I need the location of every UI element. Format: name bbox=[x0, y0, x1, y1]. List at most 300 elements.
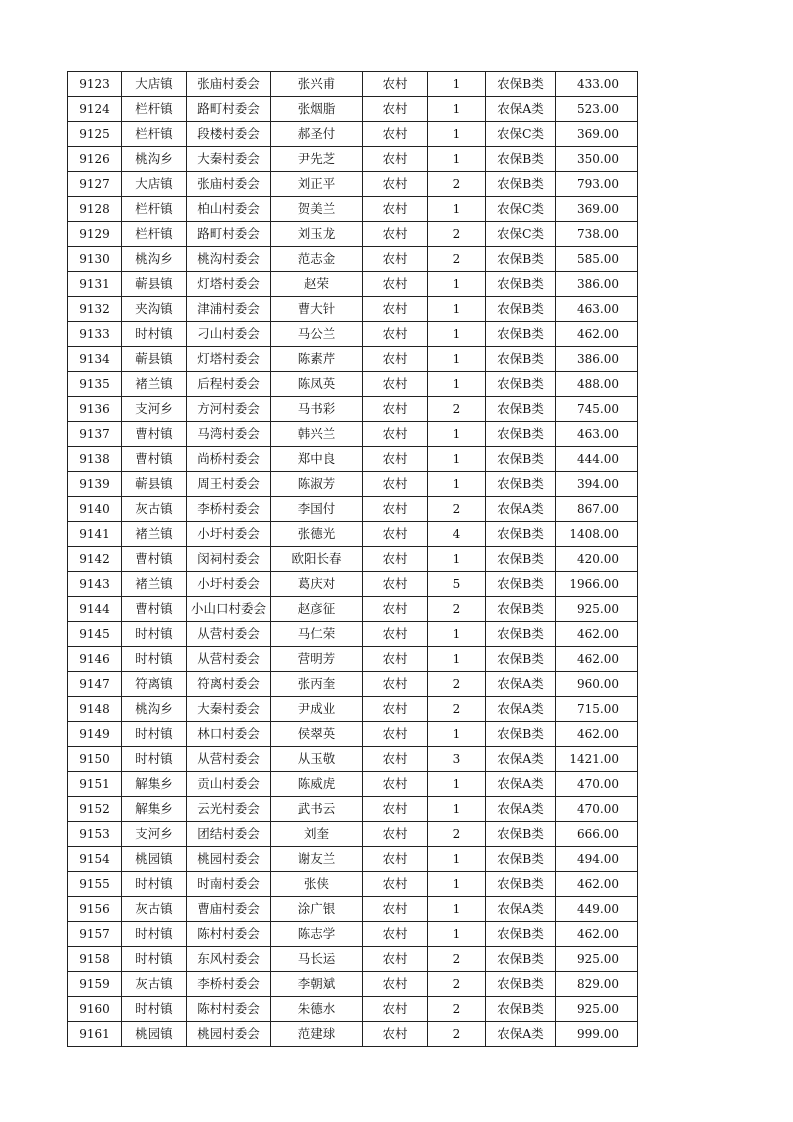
cell-area-type: 农村 bbox=[363, 322, 428, 347]
cell-record-id: 9134 bbox=[68, 347, 122, 372]
cell-insurance-category: 农保B类 bbox=[486, 422, 556, 447]
cell-record-id: 9131 bbox=[68, 272, 122, 297]
cell-village-committee: 曹庙村委会 bbox=[187, 897, 271, 922]
cell-amount: 793.00 bbox=[556, 172, 638, 197]
cell-amount: 369.00 bbox=[556, 197, 638, 222]
cell-town: 时村镇 bbox=[122, 322, 187, 347]
cell-household-count: 2 bbox=[428, 997, 486, 1022]
cell-person-name: 朱德水 bbox=[271, 997, 363, 1022]
cell-village-committee: 团结村委会 bbox=[187, 822, 271, 847]
cell-village-committee: 路町村委会 bbox=[187, 222, 271, 247]
cell-area-type: 农村 bbox=[363, 97, 428, 122]
cell-household-count: 2 bbox=[428, 397, 486, 422]
cell-village-committee: 柏山村委会 bbox=[187, 197, 271, 222]
cell-insurance-category: 农保B类 bbox=[486, 622, 556, 647]
cell-village-committee: 灯塔村委会 bbox=[187, 272, 271, 297]
table-row bbox=[68, 997, 638, 1022]
cell-household-count: 1 bbox=[428, 622, 486, 647]
cell-town: 曹村镇 bbox=[122, 422, 187, 447]
cell-area-type: 农村 bbox=[363, 547, 428, 572]
cell-town: 时村镇 bbox=[122, 872, 187, 897]
cell-town: 栏杆镇 bbox=[122, 197, 187, 222]
cell-amount: 462.00 bbox=[556, 622, 638, 647]
cell-record-id: 9124 bbox=[68, 97, 122, 122]
table-row bbox=[68, 547, 638, 572]
cell-town: 曹村镇 bbox=[122, 597, 187, 622]
table-row bbox=[68, 447, 638, 472]
cell-area-type: 农村 bbox=[363, 997, 428, 1022]
cell-record-id: 9127 bbox=[68, 172, 122, 197]
table-row bbox=[68, 72, 638, 97]
cell-person-name: 刘正平 bbox=[271, 172, 363, 197]
cell-household-count: 2 bbox=[428, 972, 486, 997]
cell-town: 桃园镇 bbox=[122, 1022, 187, 1047]
cell-person-name: 马长运 bbox=[271, 947, 363, 972]
cell-record-id: 9142 bbox=[68, 547, 122, 572]
cell-record-id: 9151 bbox=[68, 772, 122, 797]
cell-town: 时村镇 bbox=[122, 622, 187, 647]
cell-amount: 585.00 bbox=[556, 247, 638, 272]
cell-area-type: 农村 bbox=[363, 847, 428, 872]
cell-town: 褚兰镇 bbox=[122, 572, 187, 597]
cell-village-committee: 从营村委会 bbox=[187, 622, 271, 647]
cell-area-type: 农村 bbox=[363, 972, 428, 997]
cell-village-committee: 林口村委会 bbox=[187, 722, 271, 747]
cell-insurance-category: 农保B类 bbox=[486, 822, 556, 847]
cell-amount: 462.00 bbox=[556, 922, 638, 947]
table-row bbox=[68, 397, 638, 422]
cell-insurance-category: 农保B类 bbox=[486, 872, 556, 897]
cell-person-name: 武书云 bbox=[271, 797, 363, 822]
table-row bbox=[68, 622, 638, 647]
cell-person-name: 谢友兰 bbox=[271, 847, 363, 872]
cell-amount: 462.00 bbox=[556, 872, 638, 897]
cell-insurance-category: 农保B类 bbox=[486, 347, 556, 372]
cell-insurance-category: 农保B类 bbox=[486, 847, 556, 872]
cell-town: 灰古镇 bbox=[122, 897, 187, 922]
cell-record-id: 9157 bbox=[68, 922, 122, 947]
cell-household-count: 1 bbox=[428, 647, 486, 672]
table-row bbox=[68, 647, 638, 672]
cell-area-type: 农村 bbox=[363, 122, 428, 147]
cell-area-type: 农村 bbox=[363, 247, 428, 272]
cell-insurance-category: 农保B类 bbox=[486, 447, 556, 472]
cell-household-count: 1 bbox=[428, 422, 486, 447]
cell-insurance-category: 农保B类 bbox=[486, 472, 556, 497]
cell-amount: 449.00 bbox=[556, 897, 638, 922]
cell-village-committee: 陈村村委会 bbox=[187, 997, 271, 1022]
cell-village-committee: 陈村村委会 bbox=[187, 922, 271, 947]
cell-person-name: 李国付 bbox=[271, 497, 363, 522]
table-row bbox=[68, 322, 638, 347]
table-row bbox=[68, 522, 638, 547]
cell-record-id: 9138 bbox=[68, 447, 122, 472]
cell-village-committee: 桃沟村委会 bbox=[187, 247, 271, 272]
cell-amount: 463.00 bbox=[556, 422, 638, 447]
cell-area-type: 农村 bbox=[363, 197, 428, 222]
cell-insurance-category: 农保B类 bbox=[486, 147, 556, 172]
cell-area-type: 农村 bbox=[363, 722, 428, 747]
cell-amount: 462.00 bbox=[556, 647, 638, 672]
table-row bbox=[68, 697, 638, 722]
cell-area-type: 农村 bbox=[363, 147, 428, 172]
cell-person-name: 陈淑芳 bbox=[271, 472, 363, 497]
cell-town: 栏杆镇 bbox=[122, 97, 187, 122]
cell-village-committee: 桃园村委会 bbox=[187, 1022, 271, 1047]
cell-household-count: 1 bbox=[428, 472, 486, 497]
cell-town: 夹沟镇 bbox=[122, 297, 187, 322]
cell-area-type: 农村 bbox=[363, 222, 428, 247]
cell-insurance-category: 农保B类 bbox=[486, 572, 556, 597]
cell-record-id: 9155 bbox=[68, 872, 122, 897]
cell-town: 大店镇 bbox=[122, 72, 187, 97]
cell-town: 时村镇 bbox=[122, 922, 187, 947]
cell-record-id: 9147 bbox=[68, 672, 122, 697]
cell-area-type: 农村 bbox=[363, 497, 428, 522]
table-row bbox=[68, 297, 638, 322]
table-row bbox=[68, 722, 638, 747]
cell-person-name: 张兴甫 bbox=[271, 72, 363, 97]
cell-area-type: 农村 bbox=[363, 522, 428, 547]
cell-household-count: 2 bbox=[428, 822, 486, 847]
cell-person-name: 陈志学 bbox=[271, 922, 363, 947]
cell-record-id: 9141 bbox=[68, 522, 122, 547]
cell-household-count: 2 bbox=[428, 697, 486, 722]
cell-village-committee: 桃园村委会 bbox=[187, 847, 271, 872]
cell-town: 褚兰镇 bbox=[122, 522, 187, 547]
cell-area-type: 农村 bbox=[363, 572, 428, 597]
cell-person-name: 赵荣 bbox=[271, 272, 363, 297]
cell-village-committee: 周王村委会 bbox=[187, 472, 271, 497]
table-row bbox=[68, 772, 638, 797]
cell-person-name: 陈凤英 bbox=[271, 372, 363, 397]
cell-record-id: 9132 bbox=[68, 297, 122, 322]
cell-person-name: 马公兰 bbox=[271, 322, 363, 347]
cell-household-count: 1 bbox=[428, 922, 486, 947]
cell-insurance-category: 农保B类 bbox=[486, 722, 556, 747]
cell-record-id: 9160 bbox=[68, 997, 122, 1022]
cell-household-count: 1 bbox=[428, 272, 486, 297]
table-row bbox=[68, 247, 638, 272]
cell-village-committee: 云光村委会 bbox=[187, 797, 271, 822]
cell-village-committee: 闵祠村委会 bbox=[187, 547, 271, 572]
cell-town: 支河乡 bbox=[122, 822, 187, 847]
cell-town: 时村镇 bbox=[122, 997, 187, 1022]
cell-record-id: 9154 bbox=[68, 847, 122, 872]
cell-household-count: 1 bbox=[428, 347, 486, 372]
cell-record-id: 9148 bbox=[68, 697, 122, 722]
cell-household-count: 2 bbox=[428, 247, 486, 272]
cell-insurance-category: 农保A类 bbox=[486, 797, 556, 822]
table-row bbox=[68, 497, 638, 522]
cell-record-id: 9130 bbox=[68, 247, 122, 272]
cell-amount: 745.00 bbox=[556, 397, 638, 422]
cell-area-type: 农村 bbox=[363, 397, 428, 422]
cell-household-count: 1 bbox=[428, 97, 486, 122]
cell-person-name: 张烟脂 bbox=[271, 97, 363, 122]
cell-amount: 829.00 bbox=[556, 972, 638, 997]
cell-record-id: 9128 bbox=[68, 197, 122, 222]
cell-insurance-category: 农保A类 bbox=[486, 697, 556, 722]
cell-amount: 444.00 bbox=[556, 447, 638, 472]
cell-town: 支河乡 bbox=[122, 397, 187, 422]
cell-area-type: 农村 bbox=[363, 622, 428, 647]
cell-area-type: 农村 bbox=[363, 772, 428, 797]
cell-household-count: 1 bbox=[428, 872, 486, 897]
cell-record-id: 9133 bbox=[68, 322, 122, 347]
cell-town: 褚兰镇 bbox=[122, 372, 187, 397]
cell-insurance-category: 农保A类 bbox=[486, 772, 556, 797]
cell-insurance-category: 农保B类 bbox=[486, 947, 556, 972]
cell-person-name: 范建球 bbox=[271, 1022, 363, 1047]
cell-village-committee: 从营村委会 bbox=[187, 747, 271, 772]
cell-area-type: 农村 bbox=[363, 472, 428, 497]
cell-insurance-category: 农保B类 bbox=[486, 172, 556, 197]
cell-insurance-category: 农保A类 bbox=[486, 672, 556, 697]
table-row bbox=[68, 822, 638, 847]
cell-insurance-category: 农保B类 bbox=[486, 647, 556, 672]
cell-town: 桃园镇 bbox=[122, 847, 187, 872]
cell-person-name: 贺美兰 bbox=[271, 197, 363, 222]
cell-area-type: 农村 bbox=[363, 597, 428, 622]
cell-household-count: 2 bbox=[428, 947, 486, 972]
cell-town: 时村镇 bbox=[122, 747, 187, 772]
cell-town: 桃沟乡 bbox=[122, 247, 187, 272]
cell-amount: 420.00 bbox=[556, 547, 638, 572]
cell-insurance-category: 农保B类 bbox=[486, 272, 556, 297]
cell-village-committee: 东风村委会 bbox=[187, 947, 271, 972]
cell-area-type: 农村 bbox=[363, 672, 428, 697]
cell-record-id: 9143 bbox=[68, 572, 122, 597]
cell-village-committee: 张庙村委会 bbox=[187, 72, 271, 97]
cell-person-name: 郑中良 bbox=[271, 447, 363, 472]
cell-village-committee: 符离村委会 bbox=[187, 672, 271, 697]
cell-amount: 369.00 bbox=[556, 122, 638, 147]
cell-area-type: 农村 bbox=[363, 872, 428, 897]
table-row bbox=[68, 97, 638, 122]
cell-amount: 488.00 bbox=[556, 372, 638, 397]
cell-household-count: 5 bbox=[428, 572, 486, 597]
cell-town: 时村镇 bbox=[122, 722, 187, 747]
table-row bbox=[68, 847, 638, 872]
cell-record-id: 9135 bbox=[68, 372, 122, 397]
table-row bbox=[68, 922, 638, 947]
cell-village-committee: 路町村委会 bbox=[187, 97, 271, 122]
cell-village-committee: 李桥村委会 bbox=[187, 497, 271, 522]
cell-household-count: 1 bbox=[428, 197, 486, 222]
cell-person-name: 营明芳 bbox=[271, 647, 363, 672]
cell-amount: 386.00 bbox=[556, 347, 638, 372]
cell-insurance-category: 农保B类 bbox=[486, 997, 556, 1022]
cell-insurance-category: 农保B类 bbox=[486, 522, 556, 547]
cell-person-name: 尹先芝 bbox=[271, 147, 363, 172]
cell-village-committee: 后程村委会 bbox=[187, 372, 271, 397]
cell-amount: 738.00 bbox=[556, 222, 638, 247]
table-row bbox=[68, 897, 638, 922]
cell-household-count: 2 bbox=[428, 172, 486, 197]
cell-town: 灰古镇 bbox=[122, 497, 187, 522]
cell-insurance-category: 农保A类 bbox=[486, 497, 556, 522]
cell-person-name: 欧阳长春 bbox=[271, 547, 363, 572]
table-row bbox=[68, 572, 638, 597]
cell-village-committee: 张庙村委会 bbox=[187, 172, 271, 197]
table-row bbox=[68, 947, 638, 972]
cell-record-id: 9146 bbox=[68, 647, 122, 672]
cell-record-id: 9140 bbox=[68, 497, 122, 522]
cell-amount: 394.00 bbox=[556, 472, 638, 497]
cell-household-count: 1 bbox=[428, 322, 486, 347]
cell-person-name: 涂广银 bbox=[271, 897, 363, 922]
cell-household-count: 2 bbox=[428, 597, 486, 622]
cell-household-count: 4 bbox=[428, 522, 486, 547]
cell-household-count: 2 bbox=[428, 497, 486, 522]
cell-insurance-category: 农保B类 bbox=[486, 72, 556, 97]
cell-village-committee: 小山口村委会 bbox=[187, 597, 271, 622]
cell-town: 蕲县镇 bbox=[122, 272, 187, 297]
cell-insurance-category: 农保B类 bbox=[486, 972, 556, 997]
cell-record-id: 9145 bbox=[68, 622, 122, 647]
cell-village-committee: 小圩村委会 bbox=[187, 572, 271, 597]
cell-insurance-category: 农保A类 bbox=[486, 97, 556, 122]
cell-village-committee: 李桥村委会 bbox=[187, 972, 271, 997]
cell-area-type: 农村 bbox=[363, 1022, 428, 1047]
cell-record-id: 9123 bbox=[68, 72, 122, 97]
cell-amount: 433.00 bbox=[556, 72, 638, 97]
cell-person-name: 葛庆对 bbox=[271, 572, 363, 597]
cell-household-count: 3 bbox=[428, 747, 486, 772]
cell-insurance-category: 农保B类 bbox=[486, 372, 556, 397]
cell-insurance-category: 农保B类 bbox=[486, 922, 556, 947]
cell-household-count: 1 bbox=[428, 372, 486, 397]
cell-record-id: 9159 bbox=[68, 972, 122, 997]
cell-town: 曹村镇 bbox=[122, 447, 187, 472]
cell-village-committee: 从营村委会 bbox=[187, 647, 271, 672]
cell-area-type: 农村 bbox=[363, 272, 428, 297]
cell-record-id: 9153 bbox=[68, 822, 122, 847]
cell-household-count: 1 bbox=[428, 722, 486, 747]
table-row bbox=[68, 797, 638, 822]
cell-town: 栏杆镇 bbox=[122, 222, 187, 247]
cell-person-name: 马书彩 bbox=[271, 397, 363, 422]
cell-amount: 470.00 bbox=[556, 772, 638, 797]
cell-area-type: 农村 bbox=[363, 747, 428, 772]
cell-insurance-category: 农保A类 bbox=[486, 747, 556, 772]
table-row bbox=[68, 122, 638, 147]
cell-town: 解集乡 bbox=[122, 772, 187, 797]
cell-village-committee: 大秦村委会 bbox=[187, 147, 271, 172]
cell-record-id: 9144 bbox=[68, 597, 122, 622]
cell-area-type: 农村 bbox=[363, 422, 428, 447]
cell-household-count: 1 bbox=[428, 297, 486, 322]
cell-person-name: 张侠 bbox=[271, 872, 363, 897]
records-table bbox=[67, 71, 638, 1047]
cell-household-count: 1 bbox=[428, 847, 486, 872]
table-row bbox=[68, 872, 638, 897]
cell-insurance-category: 农保B类 bbox=[486, 547, 556, 572]
cell-amount: 1408.00 bbox=[556, 522, 638, 547]
cell-town: 桃沟乡 bbox=[122, 697, 187, 722]
cell-person-name: 陈素芹 bbox=[271, 347, 363, 372]
cell-household-count: 1 bbox=[428, 797, 486, 822]
cell-town: 桃沟乡 bbox=[122, 147, 187, 172]
cell-household-count: 1 bbox=[428, 122, 486, 147]
cell-amount: 715.00 bbox=[556, 697, 638, 722]
cell-town: 曹村镇 bbox=[122, 547, 187, 572]
cell-record-id: 9125 bbox=[68, 122, 122, 147]
cell-record-id: 9149 bbox=[68, 722, 122, 747]
cell-area-type: 农村 bbox=[363, 897, 428, 922]
cell-village-committee: 马湾村委会 bbox=[187, 422, 271, 447]
cell-record-id: 9129 bbox=[68, 222, 122, 247]
cell-amount: 523.00 bbox=[556, 97, 638, 122]
cell-town: 解集乡 bbox=[122, 797, 187, 822]
cell-village-committee: 津浦村委会 bbox=[187, 297, 271, 322]
table-row bbox=[68, 197, 638, 222]
cell-insurance-category: 农保B类 bbox=[486, 322, 556, 347]
table-row bbox=[68, 1022, 638, 1047]
cell-area-type: 农村 bbox=[363, 947, 428, 972]
cell-record-id: 9139 bbox=[68, 472, 122, 497]
cell-record-id: 9137 bbox=[68, 422, 122, 447]
cell-amount: 960.00 bbox=[556, 672, 638, 697]
cell-insurance-category: 农保A类 bbox=[486, 1022, 556, 1047]
cell-town: 时村镇 bbox=[122, 947, 187, 972]
table-row bbox=[68, 372, 638, 397]
table-row bbox=[68, 172, 638, 197]
cell-village-committee: 大秦村委会 bbox=[187, 697, 271, 722]
cell-insurance-category: 农保C类 bbox=[486, 197, 556, 222]
cell-amount: 925.00 bbox=[556, 997, 638, 1022]
cell-village-committee: 方河村委会 bbox=[187, 397, 271, 422]
cell-person-name: 张德光 bbox=[271, 522, 363, 547]
cell-amount: 1966.00 bbox=[556, 572, 638, 597]
cell-amount: 494.00 bbox=[556, 847, 638, 872]
cell-person-name: 从玉敬 bbox=[271, 747, 363, 772]
cell-amount: 925.00 bbox=[556, 597, 638, 622]
cell-person-name: 张丙奎 bbox=[271, 672, 363, 697]
cell-person-name: 刘奎 bbox=[271, 822, 363, 847]
cell-town: 灰古镇 bbox=[122, 972, 187, 997]
table-row bbox=[68, 272, 638, 297]
cell-amount: 470.00 bbox=[556, 797, 638, 822]
cell-amount: 1421.00 bbox=[556, 747, 638, 772]
cell-record-id: 9136 bbox=[68, 397, 122, 422]
cell-household-count: 2 bbox=[428, 672, 486, 697]
cell-town: 蕲县镇 bbox=[122, 347, 187, 372]
cell-record-id: 9152 bbox=[68, 797, 122, 822]
cell-household-count: 1 bbox=[428, 72, 486, 97]
cell-insurance-category: 农保B类 bbox=[486, 597, 556, 622]
cell-area-type: 农村 bbox=[363, 922, 428, 947]
cell-amount: 462.00 bbox=[556, 322, 638, 347]
cell-insurance-category: 农保A类 bbox=[486, 897, 556, 922]
cell-record-id: 9158 bbox=[68, 947, 122, 972]
table-row bbox=[68, 672, 638, 697]
cell-amount: 867.00 bbox=[556, 497, 638, 522]
cell-village-committee: 小圩村委会 bbox=[187, 522, 271, 547]
cell-amount: 666.00 bbox=[556, 822, 638, 847]
cell-insurance-category: 农保C类 bbox=[486, 122, 556, 147]
cell-village-committee: 时南村委会 bbox=[187, 872, 271, 897]
cell-household-count: 1 bbox=[428, 147, 486, 172]
cell-village-committee: 段楼村委会 bbox=[187, 122, 271, 147]
cell-record-id: 9161 bbox=[68, 1022, 122, 1047]
cell-person-name: 马仁荣 bbox=[271, 622, 363, 647]
table-row bbox=[68, 597, 638, 622]
cell-area-type: 农村 bbox=[363, 72, 428, 97]
cell-town: 符离镇 bbox=[122, 672, 187, 697]
cell-amount: 462.00 bbox=[556, 722, 638, 747]
